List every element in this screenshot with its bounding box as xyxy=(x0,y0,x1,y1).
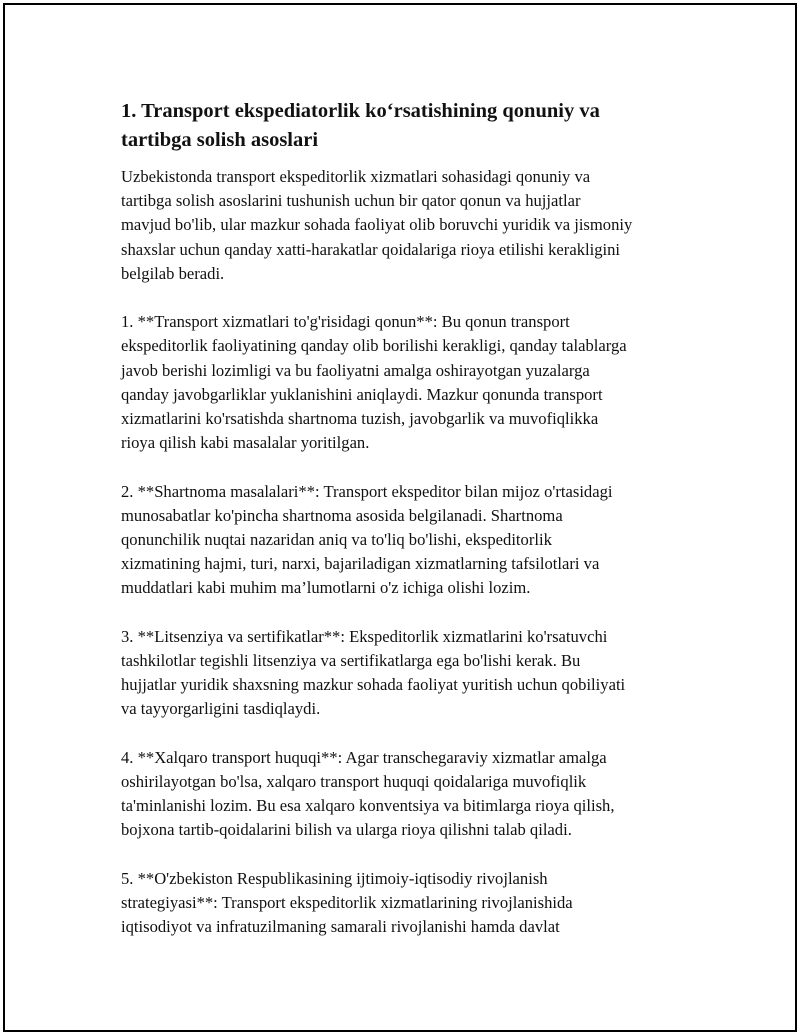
text-line: 3. **Litsenziya va sertifikatlar**: Ekspeditorlik xizmatlarini ko'rsatuvchi xyxy=(121,626,608,646)
text-line: hujjatlar yuridik shaxsning mazkur sohada faoliyat yuritish uchun qobiliyati xyxy=(121,675,626,695)
text-line: mavjud bo'lib, ular mazkur sohada faoliyat olib boruvchi yuridik va jismoniy xyxy=(121,215,633,235)
point-5-paragraph xyxy=(121,867,691,940)
text-line: oshirilayotgan bo'lsa, xalqaro transport huquqi qoidalariga muvofiqlik xyxy=(121,772,587,792)
text-line: muddatlari kabi muhim ma’lumotlarni o'z ichiga olishi lozim. xyxy=(121,578,531,598)
text-line: xizmatlarini ko'rsatishda shartnoma tuzish, javobgarlik va muvofiqlikka xyxy=(121,409,599,429)
text-line: tashkilotlar tegishli litsenziya va sertifikatlarga ega bo'lishi kerak. Bu xyxy=(121,651,581,671)
text-line: shaxslar uchun qanday xatti-harakatlar qoidalariga rioya etilishi kerakligini xyxy=(121,239,621,259)
text-line: strategiyasi**: Transport ekspeditorlik xizmatlarining rivojlanishida xyxy=(121,893,573,913)
point-4-paragraph xyxy=(121,746,691,843)
text-line: tartibga solish asoslarini tushunish uchun bir qator qonun va hujjatlar xyxy=(121,191,581,211)
document-heading xyxy=(121,97,691,155)
point-1-paragraph xyxy=(121,310,691,455)
point-3-paragraph xyxy=(121,625,691,722)
text-line: ekspeditorlik faoliyatining qanday olib borilishi kerakligi, qanday talablarga xyxy=(121,336,627,356)
text-line: rioya qilish kabi masalalar yoritilgan. xyxy=(121,433,370,453)
text-line: 5. **O'zbekiston Respublikasining ijtimoiy-iqtisodiy rivojlanish xyxy=(121,868,548,888)
text-line: belgilab beradi. xyxy=(121,263,225,283)
text-line: ta'minlanishi lozim. Bu esa xalqaro konventsiya va bitimlarga rioya qilish, xyxy=(121,796,615,816)
text-line: iqtisodiyot va infratuzilmaning samarali rivojlanishi hamda davlat xyxy=(121,917,560,937)
intro-paragraph xyxy=(121,165,691,286)
text-line: javob berishi lozimligi va bu faoliyatni amalga oshirayotgan yuzalarga xyxy=(121,360,590,380)
text-line: qonunchilik nuqtai nazaridan aniq va to'liq bo'lishi, ekspeditorlik xyxy=(121,530,552,550)
text-line: 2. **Shartnoma masalalari**: Transport ekspeditor bilan mijoz o'rtasidagi xyxy=(121,481,613,501)
heading-line: 1. Transport ekspediatorlik ko‘rsatishining qonuniy va xyxy=(121,100,600,122)
text-line: bojxona tartib-qoidalarini bilish va ularga rioya qilishni talab qiladi. xyxy=(121,820,572,840)
text-line: xizmatining hajmi, turi, narxi, bajariladigan xizmatlarning tafsilotlari va xyxy=(121,554,600,574)
text-line: qanday javobgarliklar yuklanishini aniqlaydi. Mazkur qonunda transport xyxy=(121,384,603,404)
text-line: 1. **Transport xizmatlari to'g'risidagi qonun**: Bu qonun transport xyxy=(121,312,570,332)
text-line: va tayyorgarligini tasdiqlaydi. xyxy=(121,699,321,719)
heading-line: tartibga solish asoslari xyxy=(121,129,319,151)
point-2-paragraph xyxy=(121,480,691,601)
text-line: munosabatlar ko'pincha shartnoma asosida belgilanadi. Shartnoma xyxy=(121,505,563,525)
page-frame xyxy=(3,3,797,1032)
text-line: 4. **Xalqaro transport huquqi**: Agar transchegaraviy xizmatlar amalga xyxy=(121,747,607,767)
document-body xyxy=(121,97,691,964)
text-line: Uzbekistonda transport ekspeditorlik xizmatlari sohasidagi qonuniy va xyxy=(121,167,591,186)
